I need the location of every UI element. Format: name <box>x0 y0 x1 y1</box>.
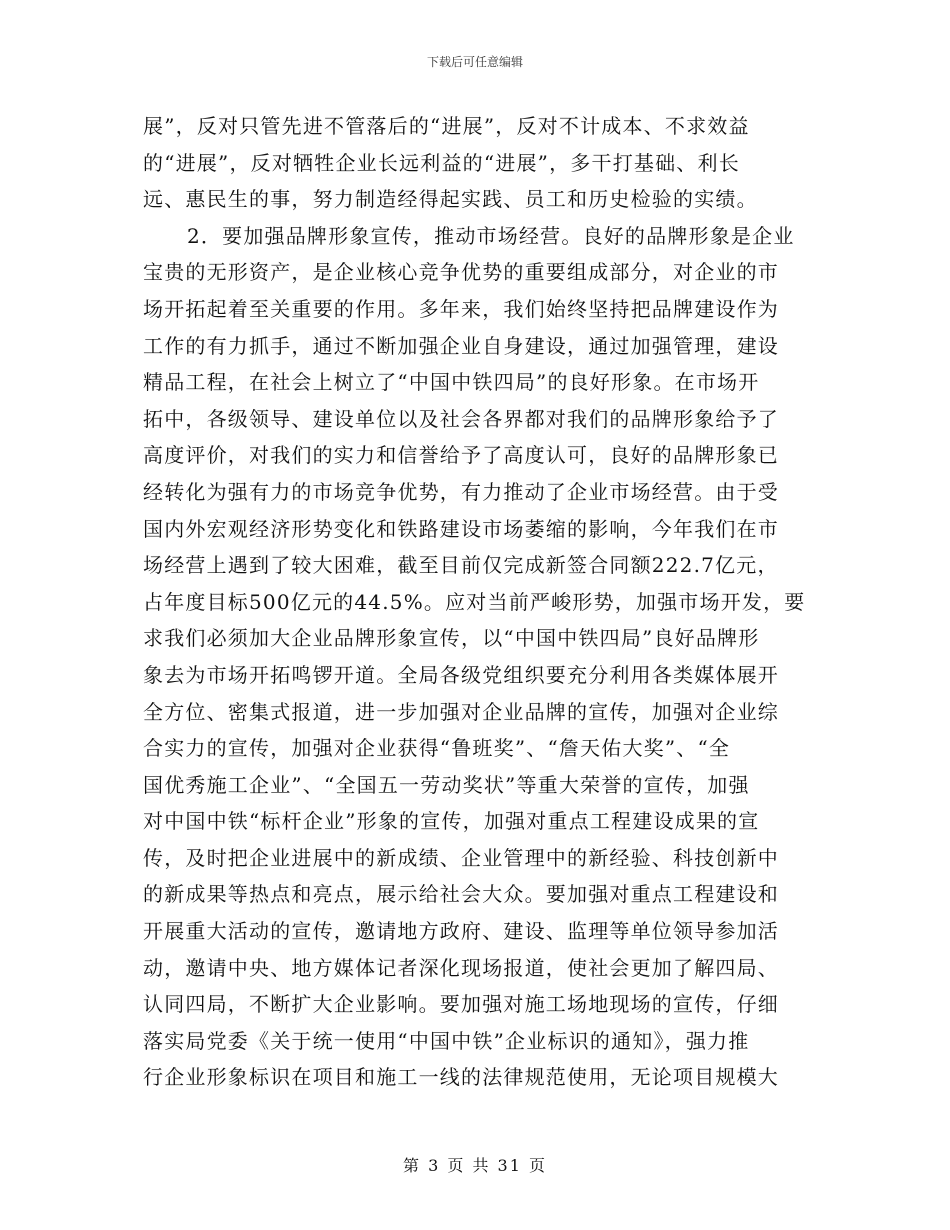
text-line: 落实局党委《关于统一使用“中国中铁”企业标识的通知》，强力推 <box>143 1028 750 1053</box>
paragraph-start-line: 2．要加强品牌形象宣传，推动市场经营。良好的品牌形象是企业 <box>187 223 795 248</box>
text-line: 展”，反对只管先进不管落后的“进展”，反对不计成本、不求效益 <box>143 114 750 138</box>
text-line: 动，邀请中央、地方媒体记者深化现场报道，使社会更加了解四局、 <box>143 955 779 980</box>
text-line: 认同四局，不断扩大企业影响。要加强对施工场地现场的宣传，仔细 <box>143 992 779 1017</box>
text-line: 开展重大活动的宣传，邀请地方政府、建设、监理等单位领导参加活 <box>143 919 779 944</box>
text-line: 场开拓起着至关重要的作用。多年来，我们始终坚持把品牌建设作为 <box>143 296 779 321</box>
text-line: 行企业形象标识在项目和施工一线的法律规范使用，无论项目规模大 <box>143 1065 779 1090</box>
page-number: 第 3 页 共 31 页 <box>403 1156 547 1175</box>
text-line: 象去为市场开拓鸣锣开道。全局各级党组织要充分利用各类媒体展开 <box>143 662 779 687</box>
text-line: 合实力的宣传，加强对企业获得“鲁班奖”、“詹天佑大奖”、“全 <box>143 736 731 761</box>
text-line: 的新成果等热点和亮点，展示给社会大众。要加强对重点工程建设和 <box>143 882 779 907</box>
text-line: 场经营上遇到了较大困难，截至目前仅完成新签合同额222.7亿元， <box>143 553 779 578</box>
text-line: 工作的有力抓手，通过不断加强企业自身建设，通过加强管理，建设 <box>143 333 779 358</box>
text-line: 求我们必须加大企业品牌形象宣传，以“中国中铁四局”良好品牌形 <box>143 626 760 651</box>
text-line: 占年度目标500亿元的44.5%。应对当前严峻形势，加强市场开发，要 <box>143 589 806 614</box>
text-line: 远、惠民生的事，努力制造经得起实践、员工和历史检验的实绩。 <box>143 187 758 212</box>
text-line: 传，及时把企业进展中的新成绩、企业管理中的新经验、科技创新中 <box>143 845 779 870</box>
text-line: 宝贵的无形资产，是企业核心竞争优势的重要组成部分，对企业的市 <box>143 260 779 285</box>
text-line: 精品工程，在社会上树立了“中国中铁四局”的良好形象。在市场开 <box>143 370 760 395</box>
page-header-note: 下载后可任意编辑 <box>426 55 523 69</box>
text-line: 高度评价，对我们的实力和信誉给予了高度认可，良好的品牌形象已 <box>143 443 779 468</box>
text-line: 对中国中铁“标杆企业”形象的宣传，加强对重点工程建设成果的宣 <box>143 809 760 834</box>
text-line: 的“进展”，反对牺牲企业长远利益的“进展”，多干打基础、利长 <box>143 150 740 175</box>
document-body <box>143 108 808 1096</box>
text-line: 拓中，各级领导、建设单位以及社会各界都对我们的品牌形象给予了 <box>143 406 779 431</box>
text-line: 经转化为强有力的市场竞争优势，有力推动了企业市场经营。由于受 <box>143 479 779 504</box>
text-line: 全方位、密集式报道，进一步加强对企业品牌的宣传，加强对企业综 <box>143 699 779 724</box>
text-line: 国优秀施工企业”、“全国五一劳动奖状”等重大荣誉的宣传，加强 <box>143 772 750 797</box>
text-line: 国内外宏观经济形势变化和铁路建设市场萎缩的影响，今年我们在市 <box>143 516 779 541</box>
